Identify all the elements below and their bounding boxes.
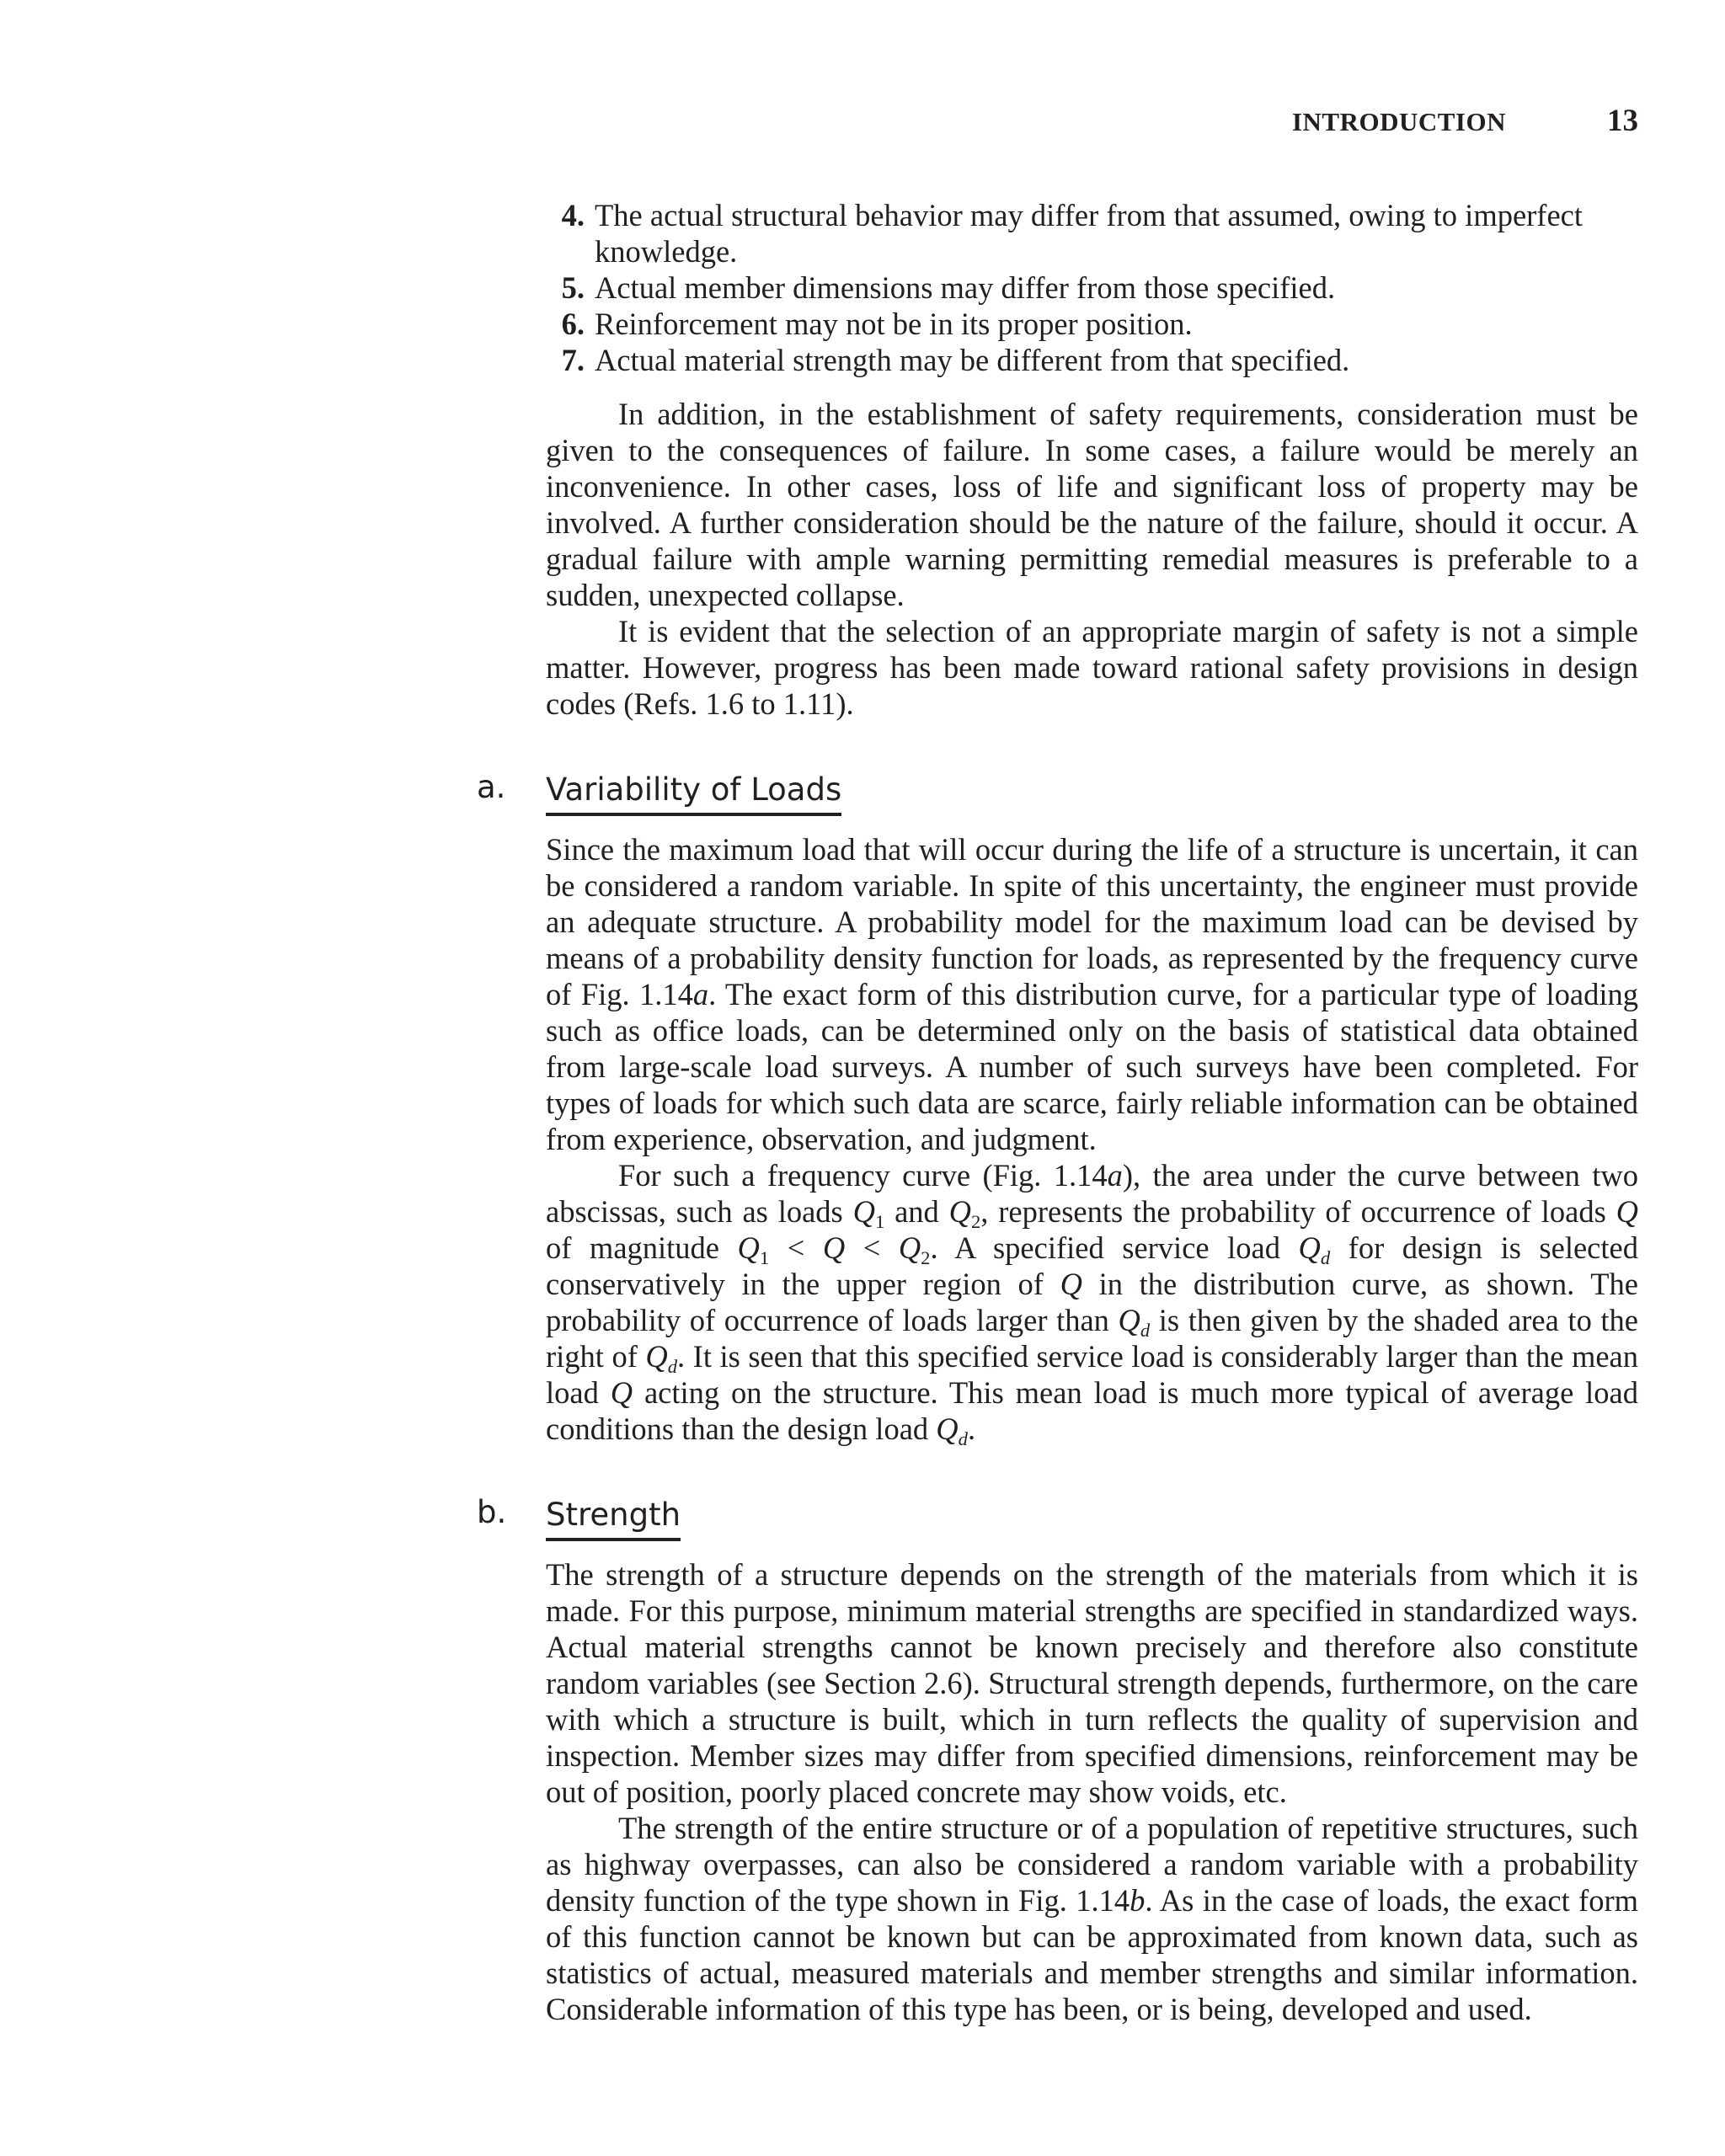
numbered-list [546, 197, 1638, 378]
running-head [1011, 103, 1638, 139]
list-item-text: Actual member dimensions may differ from those specified. [595, 270, 1336, 305]
list-item-text: Reinforcement may not be in its proper position. [595, 307, 1193, 341]
list-item [546, 270, 1638, 306]
strength-paragraph-1: The strength of a structure depends on the strength of the materials from which it is made. For this purpose, minimum material strengths are specified in standardized ways. Actual material strengths cannot be known precisely and therefore also constitute random variables (see Section 2.6). Structural strength depends, furthermore, on the care with which a structure is built, which in turn reflects the quality of supervision and inspection. Member sizes may differ from specified dimensions, reinforcement may be out of position, poorly placed concrete may show voids, etc. [546, 1557, 1638, 1809]
loads-paragraph-2: For such a frequency curve (Fig. 1.14a), the area under the curve between two abscissas, such as loads $Q_1$ and $Q_2$, represents the probability of occurrence of loads Q of magnitude $Q_1 < Q < Q_2$. A specified service load $Q_d$ for design is selected conservatively in the upper region of Q in the distribution curve, as shown. The probability of occurrence of loads larger than $Q_d$ is then given by the shaded area to the right of $Q_d$. It is seen that this specified service load is considerably larger than the mean load Q acting on the structure. This mean load is much more typical of average load conditions than the design load $Q_d$. [546, 1158, 1639, 1449]
list-item [546, 342, 1638, 378]
section-title: Strength [546, 1494, 681, 1541]
section-title: Variability of Loads [546, 769, 841, 816]
running-head-title: INTRODUCTION [1291, 107, 1506, 136]
section-heading-b [477, 1494, 1638, 1541]
strength-paragraph-2: The strength of the entire structure or of a population of repetitive structures, such as highway overpasses, can also be considered a random variable with a probability density function of the type shown in Fig. 1.14b. As in the case of loads, the exact form of this function cannot be known but can be approximated from known data, such as statistics of actual, measured materials and member strengths and similar information. Considerable information of this type has been, or is being, developed and used. [546, 1811, 1639, 2026]
loads-paragraph-1: Since the maximum load that will occur during the life of a structure is uncertain, it can be considered a random variable. In spite of this uncertainty, the engineer must provide an adequate structure. A probability model for the maximum load can be devised by means of a probability density function for loads, as represented by the frequency curve of Fig. 1.14a. The exact form of this distribution curve, for a particular type of loading such as office loads, can be determined only on the basis of statistical data obtained from large-scale load surveys. A number of such surveys have been completed. For types of loads for which such data are scarce, fairly reliable information can be obtained from experience, observation, and judgment. [546, 832, 1638, 1156]
intro-paragraph-2: It is evident that the selection of an appropriate margin of safety is not a simple matter. However, progress has been made toward rational safety provisions in design codes (Refs. 1.6 to 1.11). [546, 614, 1638, 721]
section-heading-a [477, 769, 1638, 816]
list-item-number: 5. [561, 270, 585, 305]
list-item [546, 197, 1638, 270]
intro-paragraph-1: In addition, in the establishment of safety requirements, consideration must be given to the consequences of failure. In some cases, a failure would be merely an inconvenience. In other cases, loss of life and significant loss of property may be involved. A further consideration should be the nature of the failure, should it occur. A gradual failure with ample warning permitting remedial measures is preferable to a sudden, unexpected collapse. [546, 397, 1638, 612]
list-item-text: Actual material strength may be different from that specified. [595, 343, 1350, 377]
list-item [546, 306, 1638, 342]
list-item-number: 7. [561, 343, 585, 377]
section-letter: a. [477, 769, 506, 805]
page-body [477, 197, 1639, 2027]
section-letter: b. [477, 1494, 507, 1530]
list-item-text: The actual structural behavior may differ from that assumed, owing to imperfect knowledge. [595, 198, 1583, 269]
list-item-number: 4. [561, 198, 585, 232]
page-number: 13 [1607, 104, 1638, 138]
list-item-number: 6. [561, 307, 585, 341]
